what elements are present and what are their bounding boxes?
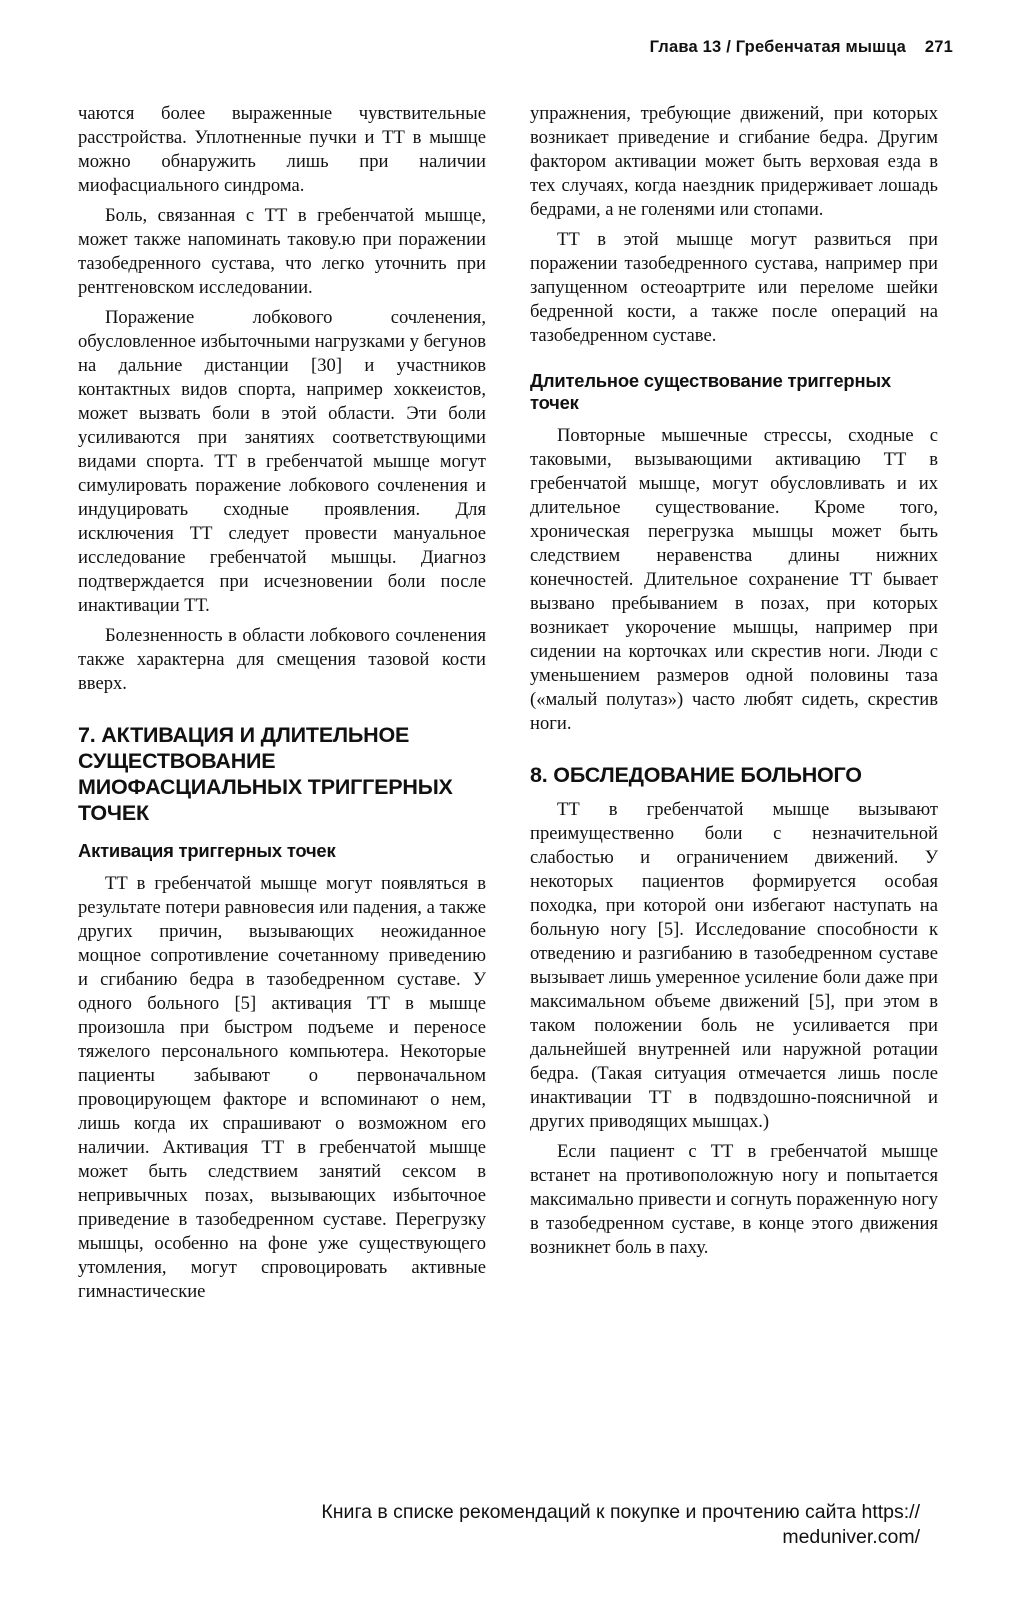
left-column [78,102,486,1304]
paragraph: упражнения, требующие движений, при которых возникает приведение и сгибание бедра. Другим фактором активации может быть верховая езда в тех случаях, когда наездник придерживает лошадь бедрами, а не голенями или стопами. [530,103,938,220]
watermark-text[interactable] [120,1500,920,1550]
section-heading-7: 7. АКТИВАЦИЯ И ДЛИТЕЛЬНОЕ СУЩЕСТВОВАНИЕ МИОФАСЦИАЛЬНЫХ ТРИГГЕРНЫХ ТОЧЕК [78,723,453,825]
paragraph: ТТ в гребенчатой мышце вызывают преимущественно боли с незначительной слабостью и ограничением движений. У некоторых пациентов формируется особая походка, при которой они избегают наступать на больную ногу [5]. Исследование способности к отведению и разгибанию в тазобедренном суставе вызывает лишь умеренное усиление боли даже при максимальном объеме движений [5], при этом в таком положении боль не усиливается при дальнейшей внутренней или наружной ротации бедра. (Такая ситуация отмечается лишь после инактивации ТТ в подвздошно-поясничной и других приводящих мышцах.) [530,799,938,1132]
subsection-heading-persistence: Длительное существование триггерных точек [530,370,891,413]
watermark-line: meduniver.com/ [782,1526,920,1548]
paragraph: ТТ в этой мышце могут развиться при поражении тазобедренного сустава, например при запущенном остеоартрите или переломе шейки бедренной кости, а также после операций на тазобедренном суставе. [530,229,938,346]
watermark-line: Книга в списке рекомендаций к покупке и прочтению сайта https:// [321,1501,920,1523]
paragraph: ТТ в гребенчатой мышце могут появляться в результате потери равновесия или падения, а также других причин, вызывающих неожиданное мощное сопротивление сочетанному приведению и сгибанию бедра в тазобедренном суставе. У одного больного [5] активация ТТ в мышце произошла при быстром подъеме и переносе тяжелого персонального компьютера. Некоторые пациенты забывают о первоначальном провоцирующем факторе и вспоминают о нем, лишь когда их спрашивают о возможном его наличии. Активация ТТ в гребенчатой мышце может быть следствием занятий сексом в непривычных позах, вызывающих избыточное приведение в тазобедренном суставе. Перегрузку мышцы, особенно на фоне уже существующего утомления, могут спровоцировать активные гимнастические [78,873,486,1302]
paragraph: Боль, связанная с ТТ в гребенчатой мышце, может также напоминать такову.ю при поражении тазобедренного сустава, что легко уточнить при рентгеновском исследовании. [78,205,486,298]
chapter-title: Глава 13 / Гребенчатая мышца [649,38,907,56]
paragraph: Болезненность в области лобкового сочленения также характерна для смещения тазовой кости вверх. [78,625,486,694]
paragraph: Повторные мышечные стрессы, сходные с таковыми, вызывающими активацию ТТ в гребенчатой мышце, могут обусловливать и их длительное существование. Кроме того, хроническая перегрузка мышцы может быть следствием неравенства длины нижних конечностей. Длительное сохранение ТТ бывает вызвано пребыванием в позах, при которых возникает укорочение мышцы, например при сидении на корточках или скрестив ноги. Люди с уменьшением размеров одной половины таза («малый полутаз») часто любят сидеть, скрестив ноги. [530,425,938,734]
running-header [650,38,953,57]
paragraph: Поражение лобкового сочленения, обусловленное избыточными нагрузками у бегунов на дальние дистанции [30] и участников контактных видов спорта, например хоккеистов, может вызвать боли в этой области. Эти боли усиливаются при занятиях соответствующими видами спорта. ТТ в гребенчатой мышце могут симулировать поражение лобкового сочленения и индуцировать сходные проявления. Для исключения ТТ следует провести мануальное исследование гребенчатой мышцы. Диагноз подтверждается при исчезновении боли после инактивации ТТ. [78,307,486,616]
subsection-heading-activation: Активация триггерных точек [78,840,336,861]
paragraph: Если пациент с ТТ в гребенчатой мышце встанет на противоположную ногу и попытается максимально привести и согнуть пораженную ногу в тазобедренном суставе, в конце этого движения возникнет боль в паху. [530,1141,938,1258]
right-column [530,102,938,1260]
paragraph: чаются более выраженные чувствительные расстройства. Уплотненные пучки и ТТ в мышце можно обнаружить лишь при наличии миофасциального синдрома. [78,103,486,196]
section-heading-8: 8. ОБСЛЕДОВАНИЕ БОЛЬНОГО [530,763,862,787]
page-number: 271 [924,38,953,56]
